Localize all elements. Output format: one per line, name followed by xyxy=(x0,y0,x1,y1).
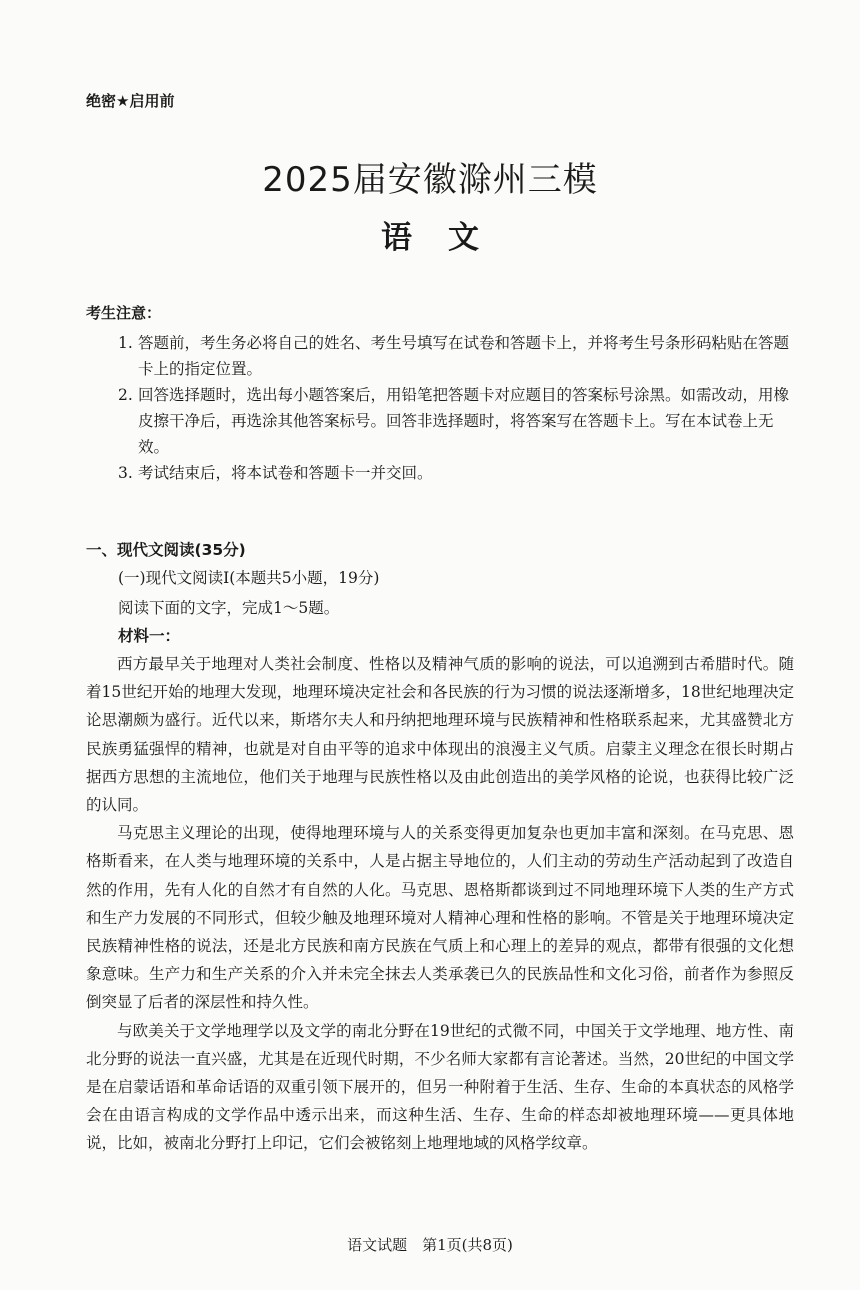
notice-number: 2. xyxy=(118,386,133,404)
reading-passage xyxy=(86,650,794,1158)
notice-text: 回答选择题时，选出每小题答案后，用铅笔把答题卡对应题目的答案标号涂黑。如需改动，用橡皮擦干净后，再选涂其他答案标号。回答非选择题时，将答案写在答题卡上。写在本试卷上无效。 xyxy=(138,386,790,456)
notice-text: 答题前，考生务必将自己的姓名、考生号填写在试卷和答题卡上，并将考生号条形码粘贴在答题卡上的指定位置。 xyxy=(138,334,790,378)
notice-item xyxy=(118,460,798,486)
passage-paragraph: 马克思主义理论的出现，使得地理环境与人的关系变得更加复杂也更加丰富和深刻。在马克思、恩格斯看来，在人类与地理环境的关系中，人是占据主导地位的，人们主动的劳动生产活动起到了改造自然的作用，先有人化的自然才有自然的人化。马克思、恩格斯都谈到过不同地理环境下人类的生产方式和生产力发展的不同形式，但较少触及地理环境对人精神心理和性格的影响。不管是关于地理环境决定民族精神性格的说法，还是北方民族和南方民族在气质上和心理上的差异的观点，都带有很强的文化想象意味。生产力和生产关系的介入并未完全抹去人类承袭已久的民族品性和文化习俗，前者作为参照反倒突显了后者的深层性和持久性。 xyxy=(86,824,794,1012)
section-title: 一、现代文阅读(35分) xyxy=(86,541,246,559)
passage-paragraph: 与欧美关于文学地理学以及文学的南北分野在19世纪的式微不同，中国关于文学地理、地方性、南北分野的说法一直兴盛，尤其是在近现代时期，不少名师大家都有言论著述。当然，20世纪的中国文学是在启蒙话语和革命话语的双重引领下展开的，但另一种附着于生活、生存、生命的本真状态的风格学会在由语言构成的文学作品中透示出来，而这种生活、生存、生命的样态却被地理环境——更具体地说，比如，被南北分野打上印记，它们会被铭刻上地理地域的风格学纹章。 xyxy=(86,1021,794,1153)
confidential-label: 绝密★启用前 xyxy=(86,92,175,110)
notice-list xyxy=(118,330,798,486)
subsection-title: (一)现代文阅读Ⅰ(本题共5小题，19分) xyxy=(118,569,380,587)
subject-title: 语文 xyxy=(381,220,515,256)
notice-text: 考试结束后，将本试卷和答题卡一并交回。 xyxy=(138,464,433,482)
notice-number: 3. xyxy=(118,464,133,482)
notice-item xyxy=(118,382,798,460)
reading-instruction: 阅读下面的文字，完成1～5题。 xyxy=(118,599,340,617)
passage-paragraph: 西方最早关于地理对人类社会制度、性格以及精神气质的影响的说法，可以追溯到古希腊时代。随着15世纪开始的地理大发现，地理环境决定社会和各民族的行为习惯的说法逐渐增多，18世纪地理决定论思潮颇为盛行。近代以来，斯塔尔夫人和丹纳把地理环境与民族精神和性格联系起来，尤其盛赞北方民族勇猛强悍的精神，也就是对自由平等的追求中体现出的浪漫主义气质。启蒙主义理念在很长时期占据西方思想的主流地位，他们关于地理与民族性格以及由此创造出的美学风格的论说，也获得比较广泛的认同。 xyxy=(86,655,794,815)
exam-title: 2025届安徽滁州三模 xyxy=(262,160,598,200)
notice-title: 考生注意： xyxy=(86,304,162,322)
notice-item xyxy=(118,330,798,382)
notice-number: 1. xyxy=(118,334,133,352)
page-footer: 语文试题 第1页(共8页) xyxy=(347,1236,513,1254)
material-label: 材料一： xyxy=(118,626,181,645)
